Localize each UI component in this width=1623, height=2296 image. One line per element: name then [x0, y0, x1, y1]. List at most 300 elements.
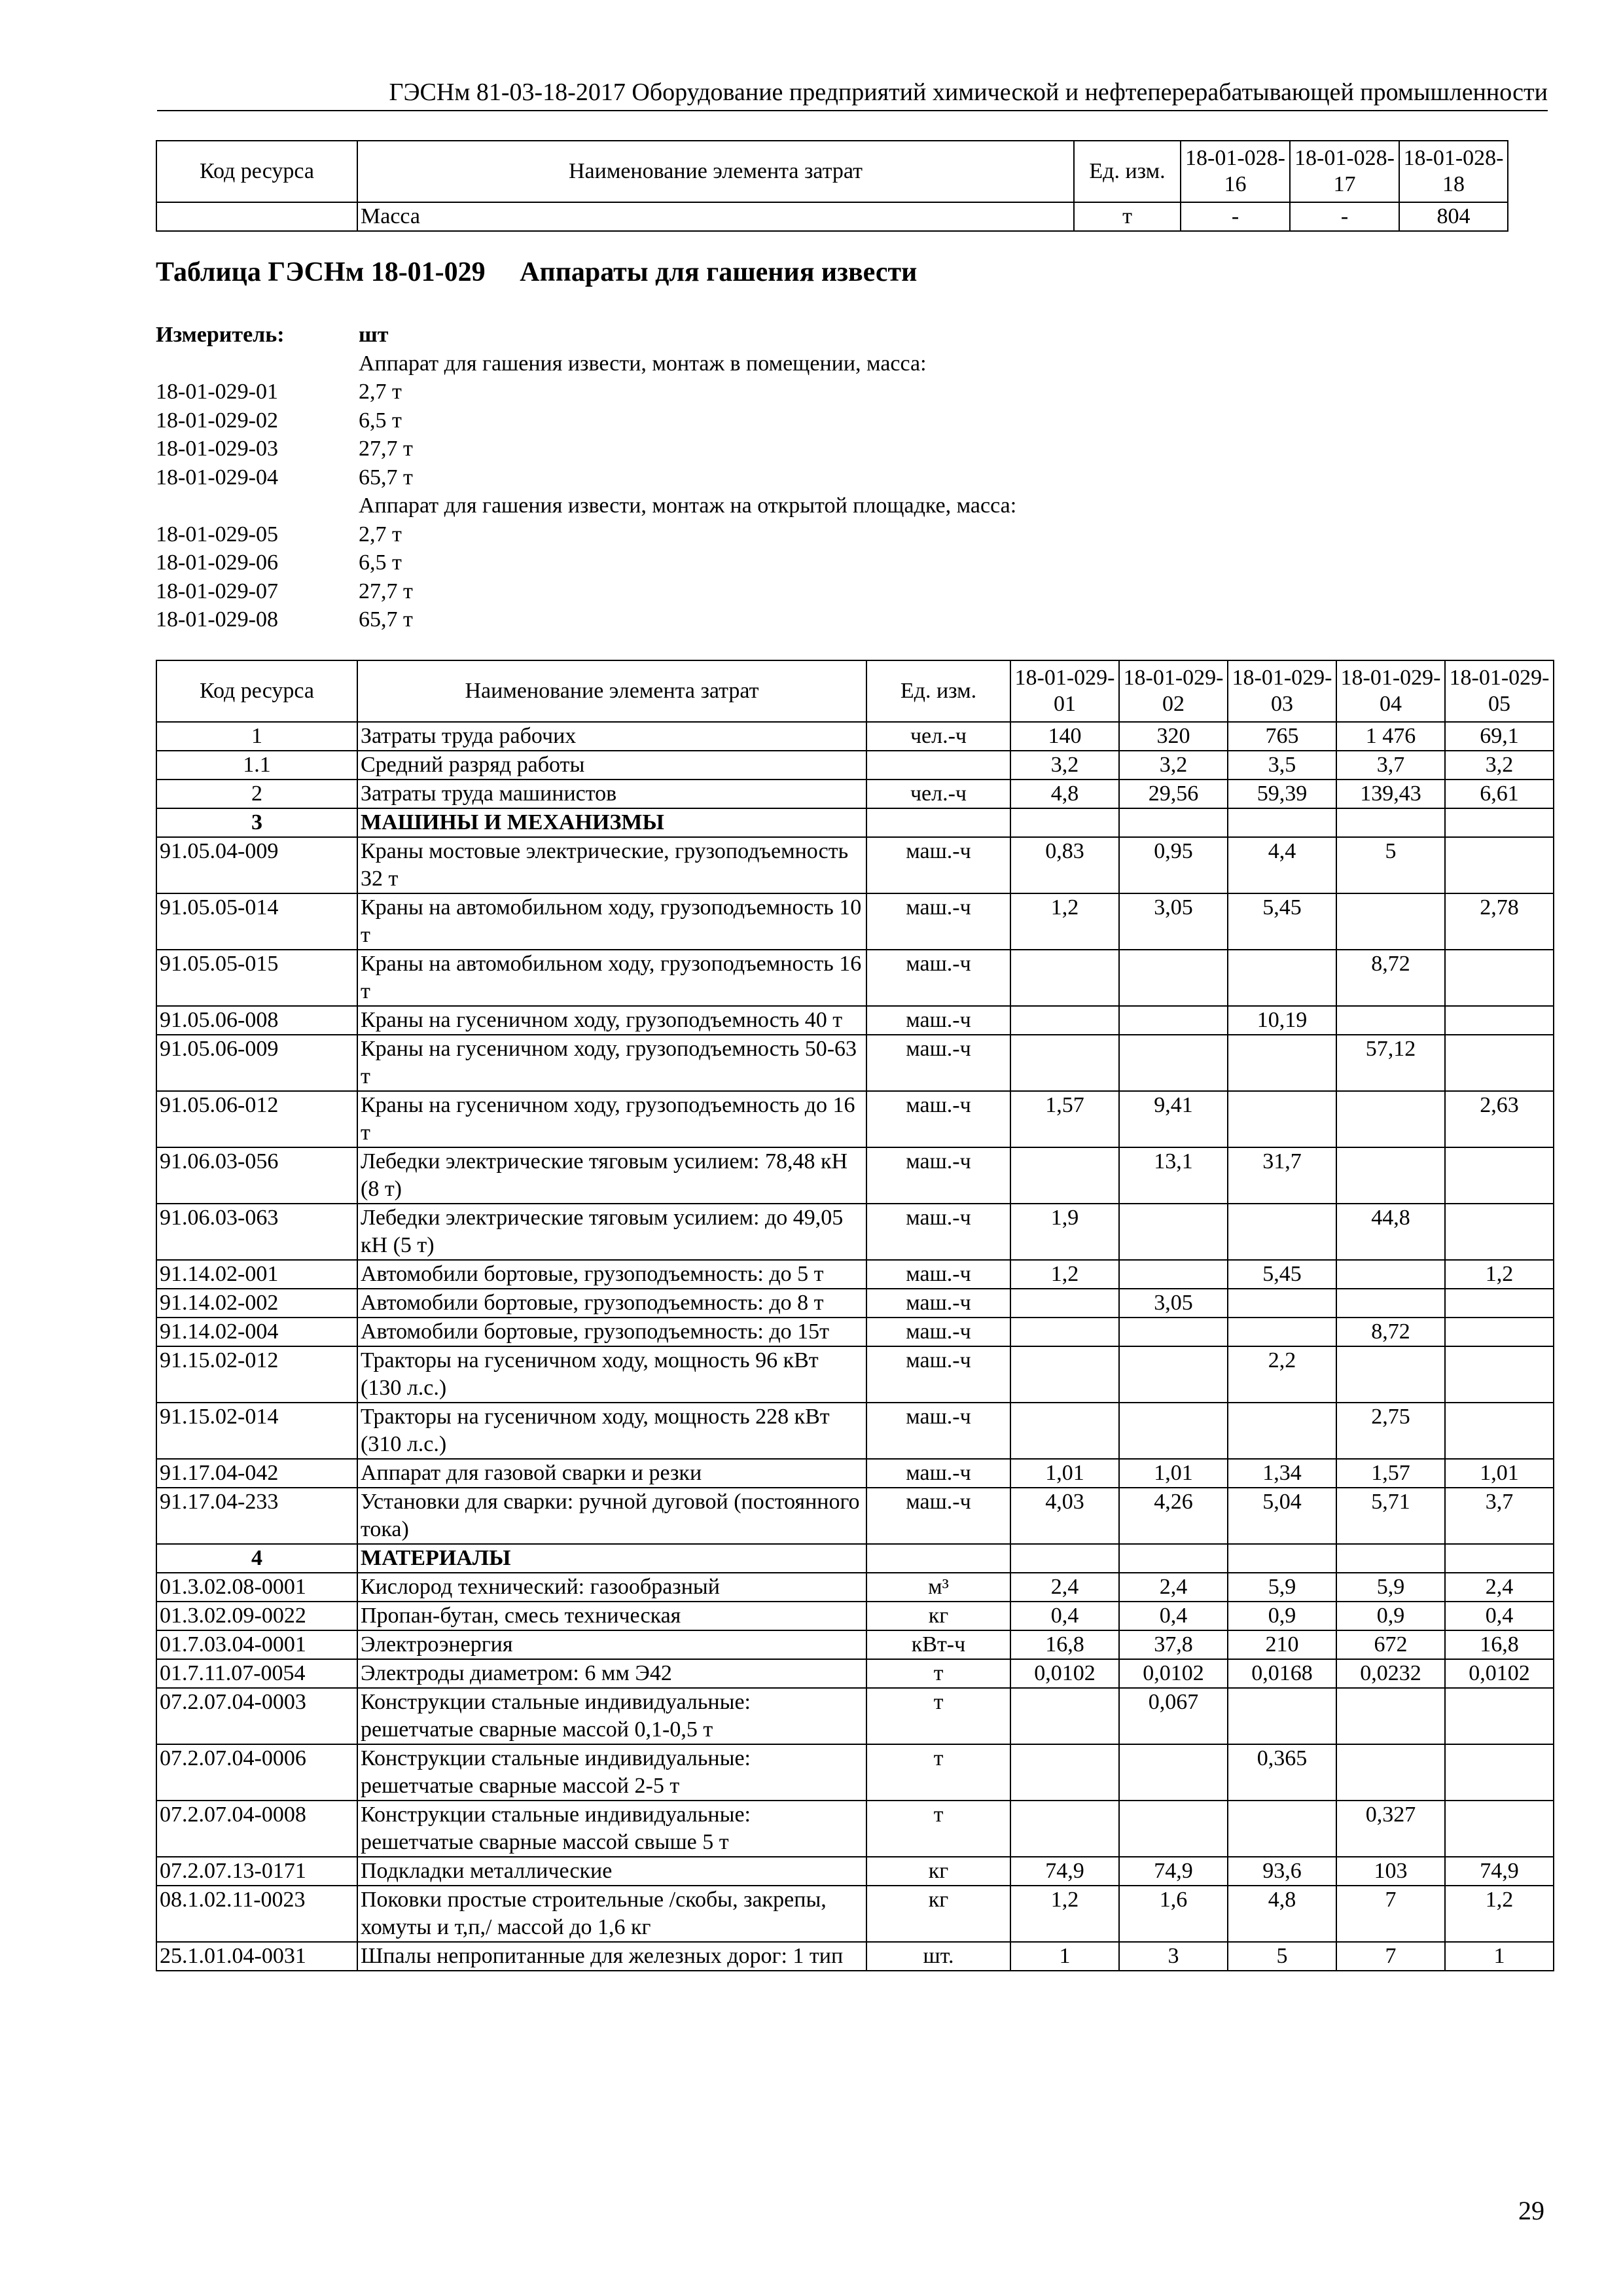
value-cell: 2,4 [1010, 1573, 1119, 1602]
value-cell: 140 [1010, 722, 1119, 751]
value-cell: 7 [1336, 1942, 1445, 1971]
value-cell: 1,57 [1010, 1091, 1119, 1147]
value-cell: 10,19 [1228, 1006, 1336, 1035]
unit-cell: маш.-ч [866, 1403, 1010, 1459]
table-row [156, 1857, 1554, 1886]
value-cell [1010, 1289, 1119, 1318]
meter-item-code: 18-01-029-04 [156, 465, 278, 490]
value-cell [1445, 1289, 1554, 1318]
name-cell: Кислород технический: газообразный [357, 1573, 866, 1602]
table-row [156, 950, 1554, 1006]
unit-cell: маш.-ч [866, 1459, 1010, 1488]
value-cell: 7 [1336, 1886, 1445, 1942]
table-row [156, 1035, 1554, 1091]
meter-item-value: 27,7 т [359, 579, 413, 603]
value-cell [1010, 1346, 1119, 1403]
name-cell: МАТЕРИАЛЫ [357, 1544, 866, 1573]
meter-block [156, 321, 1016, 634]
value-cell: 1,01 [1119, 1459, 1228, 1488]
unit-cell: маш.-ч [866, 1091, 1010, 1147]
value-cell: 4,26 [1119, 1488, 1228, 1544]
header-cell: 18-01-029-05 [1445, 660, 1554, 722]
code-cell: 07.2.07.13-0171 [156, 1857, 357, 1886]
resource-table [156, 660, 1554, 1971]
value-cell: 5,45 [1228, 893, 1336, 950]
value-cell: 2,63 [1445, 1091, 1554, 1147]
code-cell: 91.17.04-042 [156, 1459, 357, 1488]
value-cell: 74,9 [1445, 1857, 1554, 1886]
unit-cell: т [866, 1688, 1010, 1744]
meter-item-value: 65,7 т [359, 607, 413, 632]
value-cell [1445, 1006, 1554, 1035]
header-cell: 18-01-028-18 [1399, 141, 1508, 202]
value-cell [1445, 1744, 1554, 1801]
value-cell [1336, 1147, 1445, 1204]
meter-group-title [156, 350, 1016, 378]
unit-cell: чел.-ч [866, 780, 1010, 808]
meter-item-value: 2,7 т [359, 380, 402, 404]
value-cell [1445, 1318, 1554, 1346]
code-cell: 4 [156, 1544, 357, 1573]
name-cell: Автомобили бортовые, грузоподъемность: до 8 т [357, 1289, 866, 1318]
value-cell: 103 [1336, 1857, 1445, 1886]
unit-cell: т [866, 1801, 1010, 1857]
value-cell [1445, 837, 1554, 893]
value-cell: - [1290, 202, 1399, 231]
unit-cell [866, 751, 1010, 780]
code-cell: 91.06.03-056 [156, 1147, 357, 1204]
value-cell: 8,72 [1336, 950, 1445, 1006]
header-cell: Ед. изм. [866, 660, 1010, 722]
name-cell: Подкладки металлические [357, 1857, 866, 1886]
unit-cell: маш.-ч [866, 1488, 1010, 1544]
value-cell: 1,01 [1010, 1459, 1119, 1488]
table-header-row [156, 660, 1554, 722]
name-cell: Краны на гусеничном ходу, грузоподъемность 40 т [357, 1006, 866, 1035]
table-row [156, 1346, 1554, 1403]
value-cell: 1,2 [1010, 1886, 1119, 1942]
value-cell [1010, 1035, 1119, 1091]
value-cell [1010, 950, 1119, 1006]
table-row [156, 1459, 1554, 1488]
value-cell [1445, 1403, 1554, 1459]
value-cell: 1,2 [1010, 1260, 1119, 1289]
header-cell: 18-01-029-01 [1010, 660, 1119, 722]
value-cell: 2,4 [1445, 1573, 1554, 1602]
value-cell: 44,8 [1336, 1204, 1445, 1260]
running-header: ГЭСНм 81-03-18-2017 Оборудование предприятий химической и нефтеперерабатывающей промышленности [157, 77, 1548, 111]
value-cell: 0,4 [1119, 1602, 1228, 1630]
value-cell: 9,41 [1119, 1091, 1228, 1147]
value-cell: 3,2 [1119, 751, 1228, 780]
code-cell: 91.06.03-063 [156, 1204, 357, 1260]
name-cell: Краны мостовые электрические, грузоподъемность 32 т [357, 837, 866, 893]
table-row [156, 1091, 1554, 1147]
value-cell: 0,0102 [1119, 1659, 1228, 1688]
unit-cell: маш.-ч [866, 1006, 1010, 1035]
value-cell [1119, 1035, 1228, 1091]
value-cell: 29,56 [1119, 780, 1228, 808]
value-cell [1010, 1688, 1119, 1744]
value-cell: 1,9 [1010, 1204, 1119, 1260]
table-row [156, 1688, 1554, 1744]
value-cell: 5,9 [1228, 1573, 1336, 1602]
value-cell [1119, 1318, 1228, 1346]
header-cell: Наименование элемента затрат [357, 660, 866, 722]
value-cell [1119, 1403, 1228, 1459]
table-row [156, 1630, 1554, 1659]
name-cell: Тракторы на гусеничном ходу, мощность 96 кВт (130 л.с.) [357, 1346, 866, 1403]
table-row [156, 1260, 1554, 1289]
table-row [156, 1318, 1554, 1346]
value-cell: 1 [1010, 1942, 1119, 1971]
value-cell: 0,95 [1119, 837, 1228, 893]
value-cell: 5 [1228, 1942, 1336, 1971]
value-cell [1119, 950, 1228, 1006]
value-cell [1010, 808, 1119, 837]
value-cell [1336, 1346, 1445, 1403]
name-cell: Затраты труда машинистов [357, 780, 866, 808]
name-cell: Поковки простые строительные /скобы, закрепы, хомуты и т,п,/ массой до 1,6 кг [357, 1886, 866, 1942]
table-row [156, 1801, 1554, 1857]
group-title-text: Аппарат для гашения извести, монтаж на открытой площадке, масса: [359, 493, 1017, 518]
unit-cell: маш.-ч [866, 1204, 1010, 1260]
meter-item [156, 435, 1016, 463]
code-cell: 01.7.11.07-0054 [156, 1659, 357, 1688]
value-cell: - [1181, 202, 1290, 231]
value-cell: 3,7 [1336, 751, 1445, 780]
value-cell [1445, 808, 1554, 837]
code-cell: 07.2.07.04-0003 [156, 1688, 357, 1744]
value-cell [1010, 1744, 1119, 1801]
unit-cell: маш.-ч [866, 893, 1010, 950]
value-cell [1228, 1289, 1336, 1318]
value-cell [1336, 1744, 1445, 1801]
value-cell: 0,83 [1010, 837, 1119, 893]
value-cell: 1,2 [1445, 1260, 1554, 1289]
code-cell: 1.1 [156, 751, 357, 780]
value-cell: 69,1 [1445, 722, 1554, 751]
meter-unit: шт [359, 323, 389, 347]
code-cell [156, 202, 357, 231]
code-cell: 07.2.07.04-0008 [156, 1801, 357, 1857]
unit-cell: маш.-ч [866, 1147, 1010, 1204]
table-row [156, 1659, 1554, 1688]
meter-item [156, 463, 1016, 492]
meter-item-value: 2,7 т [359, 522, 402, 547]
value-cell: 4,03 [1010, 1488, 1119, 1544]
value-cell: 13,1 [1119, 1147, 1228, 1204]
meter-item [156, 520, 1016, 549]
code-cell: 91.14.02-004 [156, 1318, 357, 1346]
value-cell [1228, 808, 1336, 837]
value-cell: 210 [1228, 1630, 1336, 1659]
name-cell: Электроэнергия [357, 1630, 866, 1659]
value-cell: 0,0232 [1336, 1659, 1445, 1688]
value-cell: 4,8 [1010, 780, 1119, 808]
value-cell [1119, 1744, 1228, 1801]
table-row [156, 1488, 1554, 1544]
value-cell: 320 [1119, 722, 1228, 751]
value-cell [1336, 1006, 1445, 1035]
name-cell: Электроды диаметром: 6 мм Э42 [357, 1659, 866, 1688]
value-cell: 5,71 [1336, 1488, 1445, 1544]
value-cell: 3,05 [1119, 1289, 1228, 1318]
meter-item-value: 6,5 т [359, 550, 402, 575]
code-cell: 91.05.05-014 [156, 893, 357, 950]
page-number: 29 [1518, 2196, 1544, 2225]
value-cell [1228, 950, 1336, 1006]
meter-item-value: 6,5 т [359, 408, 402, 433]
header-cell: 18-01-028-16 [1181, 141, 1290, 202]
value-cell: 3,5 [1228, 751, 1336, 780]
value-cell [1228, 1403, 1336, 1459]
table-row [156, 1942, 1554, 1971]
meter-item-code: 18-01-029-01 [156, 380, 278, 404]
name-cell: Лебедки электрические тяговым усилием: 78,48 кН (8 т) [357, 1147, 866, 1204]
unit-cell: маш.-ч [866, 1318, 1010, 1346]
value-cell: 1,2 [1010, 893, 1119, 950]
value-cell [1336, 1688, 1445, 1744]
value-cell: 3,05 [1119, 893, 1228, 950]
value-cell: 37,8 [1119, 1630, 1228, 1659]
value-cell: 1 476 [1336, 722, 1445, 751]
table-row [156, 893, 1554, 950]
value-cell: 16,8 [1010, 1630, 1119, 1659]
code-cell: 1 [156, 722, 357, 751]
value-cell: 0,0168 [1228, 1659, 1336, 1688]
header-cell: Ед. изм. [1074, 141, 1181, 202]
value-cell: 16,8 [1445, 1630, 1554, 1659]
code-cell: 91.05.06-012 [156, 1091, 357, 1147]
value-cell: 31,7 [1228, 1147, 1336, 1204]
group-title-text: Аппарат для гашения извести, монтаж в помещении, масса: [359, 351, 927, 376]
value-cell: 1,01 [1445, 1459, 1554, 1488]
value-cell: 1,57 [1336, 1459, 1445, 1488]
value-cell: 6,61 [1445, 780, 1554, 808]
value-cell [1445, 1544, 1554, 1573]
value-cell [1445, 1035, 1554, 1091]
meter-item-value: 27,7 т [359, 437, 413, 461]
value-cell [1228, 1801, 1336, 1857]
value-cell: 0,327 [1336, 1801, 1445, 1857]
meter-item-code: 18-01-029-07 [156, 579, 278, 603]
value-cell: 2,78 [1445, 893, 1554, 950]
value-cell: 1,34 [1228, 1459, 1336, 1488]
table-row [156, 1573, 1554, 1602]
unit-cell: маш.-ч [866, 1260, 1010, 1289]
code-cell: 07.2.07.04-0006 [156, 1744, 357, 1801]
code-cell: 08.1.02.11-0023 [156, 1886, 357, 1942]
value-cell: 1 [1445, 1942, 1554, 1971]
meter-item [156, 378, 1016, 406]
meter-item-value: 65,7 т [359, 465, 413, 490]
value-cell: 2,4 [1119, 1573, 1228, 1602]
code-cell: 91.05.04-009 [156, 837, 357, 893]
value-cell [1010, 1544, 1119, 1573]
value-cell [1010, 1403, 1119, 1459]
value-cell: 57,12 [1336, 1035, 1445, 1091]
table-row [156, 1886, 1554, 1942]
unit-cell: кг [866, 1857, 1010, 1886]
value-cell: 3,2 [1010, 751, 1119, 780]
code-cell: 91.15.02-012 [156, 1346, 357, 1403]
meter-row [156, 321, 1016, 350]
name-cell: Средний разряд работы [357, 751, 866, 780]
value-cell [1010, 1147, 1119, 1204]
unit-cell: м³ [866, 1573, 1010, 1602]
unit-cell: кг [866, 1886, 1010, 1942]
value-cell: 0,365 [1228, 1744, 1336, 1801]
value-cell: 0,9 [1336, 1602, 1445, 1630]
value-cell: 3,7 [1445, 1488, 1554, 1544]
unit-cell: маш.-ч [866, 837, 1010, 893]
table-row [156, 1289, 1554, 1318]
name-cell: Аппарат для газовой сварки и резки [357, 1459, 866, 1488]
code-cell: 91.15.02-014 [156, 1403, 357, 1459]
value-cell: 139,43 [1336, 780, 1445, 808]
value-cell: 0,9 [1228, 1602, 1336, 1630]
name-cell: Конструкции стальные индивидуальные: решетчатые сварные массой свыше 5 т [357, 1801, 866, 1857]
value-cell [1336, 808, 1445, 837]
value-cell: 5 [1336, 837, 1445, 893]
value-cell [1445, 950, 1554, 1006]
value-cell [1010, 1006, 1119, 1035]
table-row [156, 808, 1554, 837]
value-cell [1119, 1260, 1228, 1289]
table-row [156, 780, 1554, 808]
value-cell: 804 [1399, 202, 1508, 231]
unit-cell: чел.-ч [866, 722, 1010, 751]
unit-cell: т [866, 1659, 1010, 1688]
unit-cell: маш.-ч [866, 950, 1010, 1006]
value-cell [1228, 1091, 1336, 1147]
value-cell [1336, 893, 1445, 950]
name-cell: Краны на автомобильном ходу, грузоподъемность 10 т [357, 893, 866, 950]
unit-cell: кг [866, 1602, 1010, 1630]
value-cell [1010, 1801, 1119, 1857]
unit-cell: маш.-ч [866, 1035, 1010, 1091]
value-cell [1119, 1544, 1228, 1573]
value-cell: 2,2 [1228, 1346, 1336, 1403]
table-row [156, 751, 1554, 780]
code-cell: 01.3.02.08-0001 [156, 1573, 357, 1602]
value-cell [1119, 1006, 1228, 1035]
code-cell: 91.17.04-233 [156, 1488, 357, 1544]
meter-item-code: 18-01-029-03 [156, 437, 278, 461]
value-cell [1010, 1318, 1119, 1346]
meter-item [156, 548, 1016, 577]
value-cell [1119, 808, 1228, 837]
value-cell [1228, 1035, 1336, 1091]
value-cell [1119, 1346, 1228, 1403]
header-cell: 18-01-029-04 [1336, 660, 1445, 722]
value-cell: 1,2 [1445, 1886, 1554, 1942]
value-cell [1445, 1147, 1554, 1204]
code-cell: 91.05.06-008 [156, 1006, 357, 1035]
name-cell: Автомобили бортовые, грузоподъемность: до 5 т [357, 1260, 866, 1289]
value-cell: 2,75 [1336, 1403, 1445, 1459]
value-cell [1445, 1688, 1554, 1744]
value-cell: 93,6 [1228, 1857, 1336, 1886]
value-cell: 1,6 [1119, 1886, 1228, 1942]
value-cell: 5,45 [1228, 1260, 1336, 1289]
table-row [156, 202, 1508, 231]
unit-cell: шт. [866, 1942, 1010, 1971]
value-cell: 5,04 [1228, 1488, 1336, 1544]
value-cell: 74,9 [1010, 1857, 1119, 1886]
value-cell: 59,39 [1228, 780, 1336, 808]
continuation-table [156, 140, 1508, 232]
value-cell [1445, 1346, 1554, 1403]
meter-item [156, 605, 1016, 634]
value-cell [1228, 1318, 1336, 1346]
code-cell: 3 [156, 808, 357, 837]
value-cell: 4,4 [1228, 837, 1336, 893]
name-cell: Масса [357, 202, 1074, 231]
meter-item-code: 18-01-029-05 [156, 522, 278, 547]
name-cell: Конструкции стальные индивидуальные: решетчатые сварные массой 0,1-0,5 т [357, 1688, 866, 1744]
code-cell: 2 [156, 780, 357, 808]
meter-item-code: 18-01-029-08 [156, 607, 278, 632]
header-cell: 18-01-029-02 [1119, 660, 1228, 722]
name-cell: Автомобили бортовые, грузоподъемность: до 15т [357, 1318, 866, 1346]
header-cell: 18-01-029-03 [1228, 660, 1336, 722]
value-cell: 5,9 [1336, 1573, 1445, 1602]
value-cell [1445, 1801, 1554, 1857]
meter-item-code: 18-01-029-06 [156, 550, 278, 575]
table-row [156, 1602, 1554, 1630]
header-cell: Код ресурса [156, 141, 357, 202]
name-cell: Краны на автомобильном ходу, грузоподъемность 16 т [357, 950, 866, 1006]
name-cell: Тракторы на гусеничном ходу, мощность 228 кВт (310 л.с.) [357, 1403, 866, 1459]
value-cell: 0,4 [1445, 1602, 1554, 1630]
code-cell: 91.05.06-009 [156, 1035, 357, 1091]
value-cell: 3,2 [1445, 751, 1554, 780]
header-cell: Наименование элемента затрат [357, 141, 1074, 202]
table-header-row [156, 141, 1508, 202]
value-cell [1228, 1204, 1336, 1260]
table-row [156, 1544, 1554, 1573]
table-title: Таблица ГЭСНм 18-01-029 Аппараты для гашения извести [156, 257, 918, 287]
value-cell [1336, 1091, 1445, 1147]
name-cell: Лебедки электрические тяговым усилием: до 49,05 кН (5 т) [357, 1204, 866, 1260]
value-cell [1445, 1204, 1554, 1260]
unit-cell [866, 808, 1010, 837]
value-cell [1228, 1688, 1336, 1744]
meter-item-code: 18-01-029-02 [156, 408, 278, 433]
code-cell: 91.14.02-002 [156, 1289, 357, 1318]
value-cell: 672 [1336, 1630, 1445, 1659]
value-cell [1336, 1260, 1445, 1289]
unit-cell: маш.-ч [866, 1289, 1010, 1318]
name-cell: Краны на гусеничном ходу, грузоподъемность до 16 т [357, 1091, 866, 1147]
value-cell: 8,72 [1336, 1318, 1445, 1346]
value-cell: 0,0102 [1445, 1659, 1554, 1688]
value-cell: 74,9 [1119, 1857, 1228, 1886]
code-cell: 25.1.01.04-0031 [156, 1942, 357, 1971]
table-row [156, 1006, 1554, 1035]
unit-cell: кВт-ч [866, 1630, 1010, 1659]
meter-label: Измеритель: [156, 323, 285, 347]
meter-item [156, 577, 1016, 606]
value-cell: 0,0102 [1010, 1659, 1119, 1688]
table-row [156, 722, 1554, 751]
name-cell: Краны на гусеничном ходу, грузоподъемность 50-63 т [357, 1035, 866, 1091]
name-cell: МАШИНЫ И МЕХАНИЗМЫ [357, 808, 866, 837]
name-cell: Шпалы непропитанные для железных дорог: 1 тип [357, 1942, 866, 1971]
meter-group-title [156, 492, 1016, 520]
